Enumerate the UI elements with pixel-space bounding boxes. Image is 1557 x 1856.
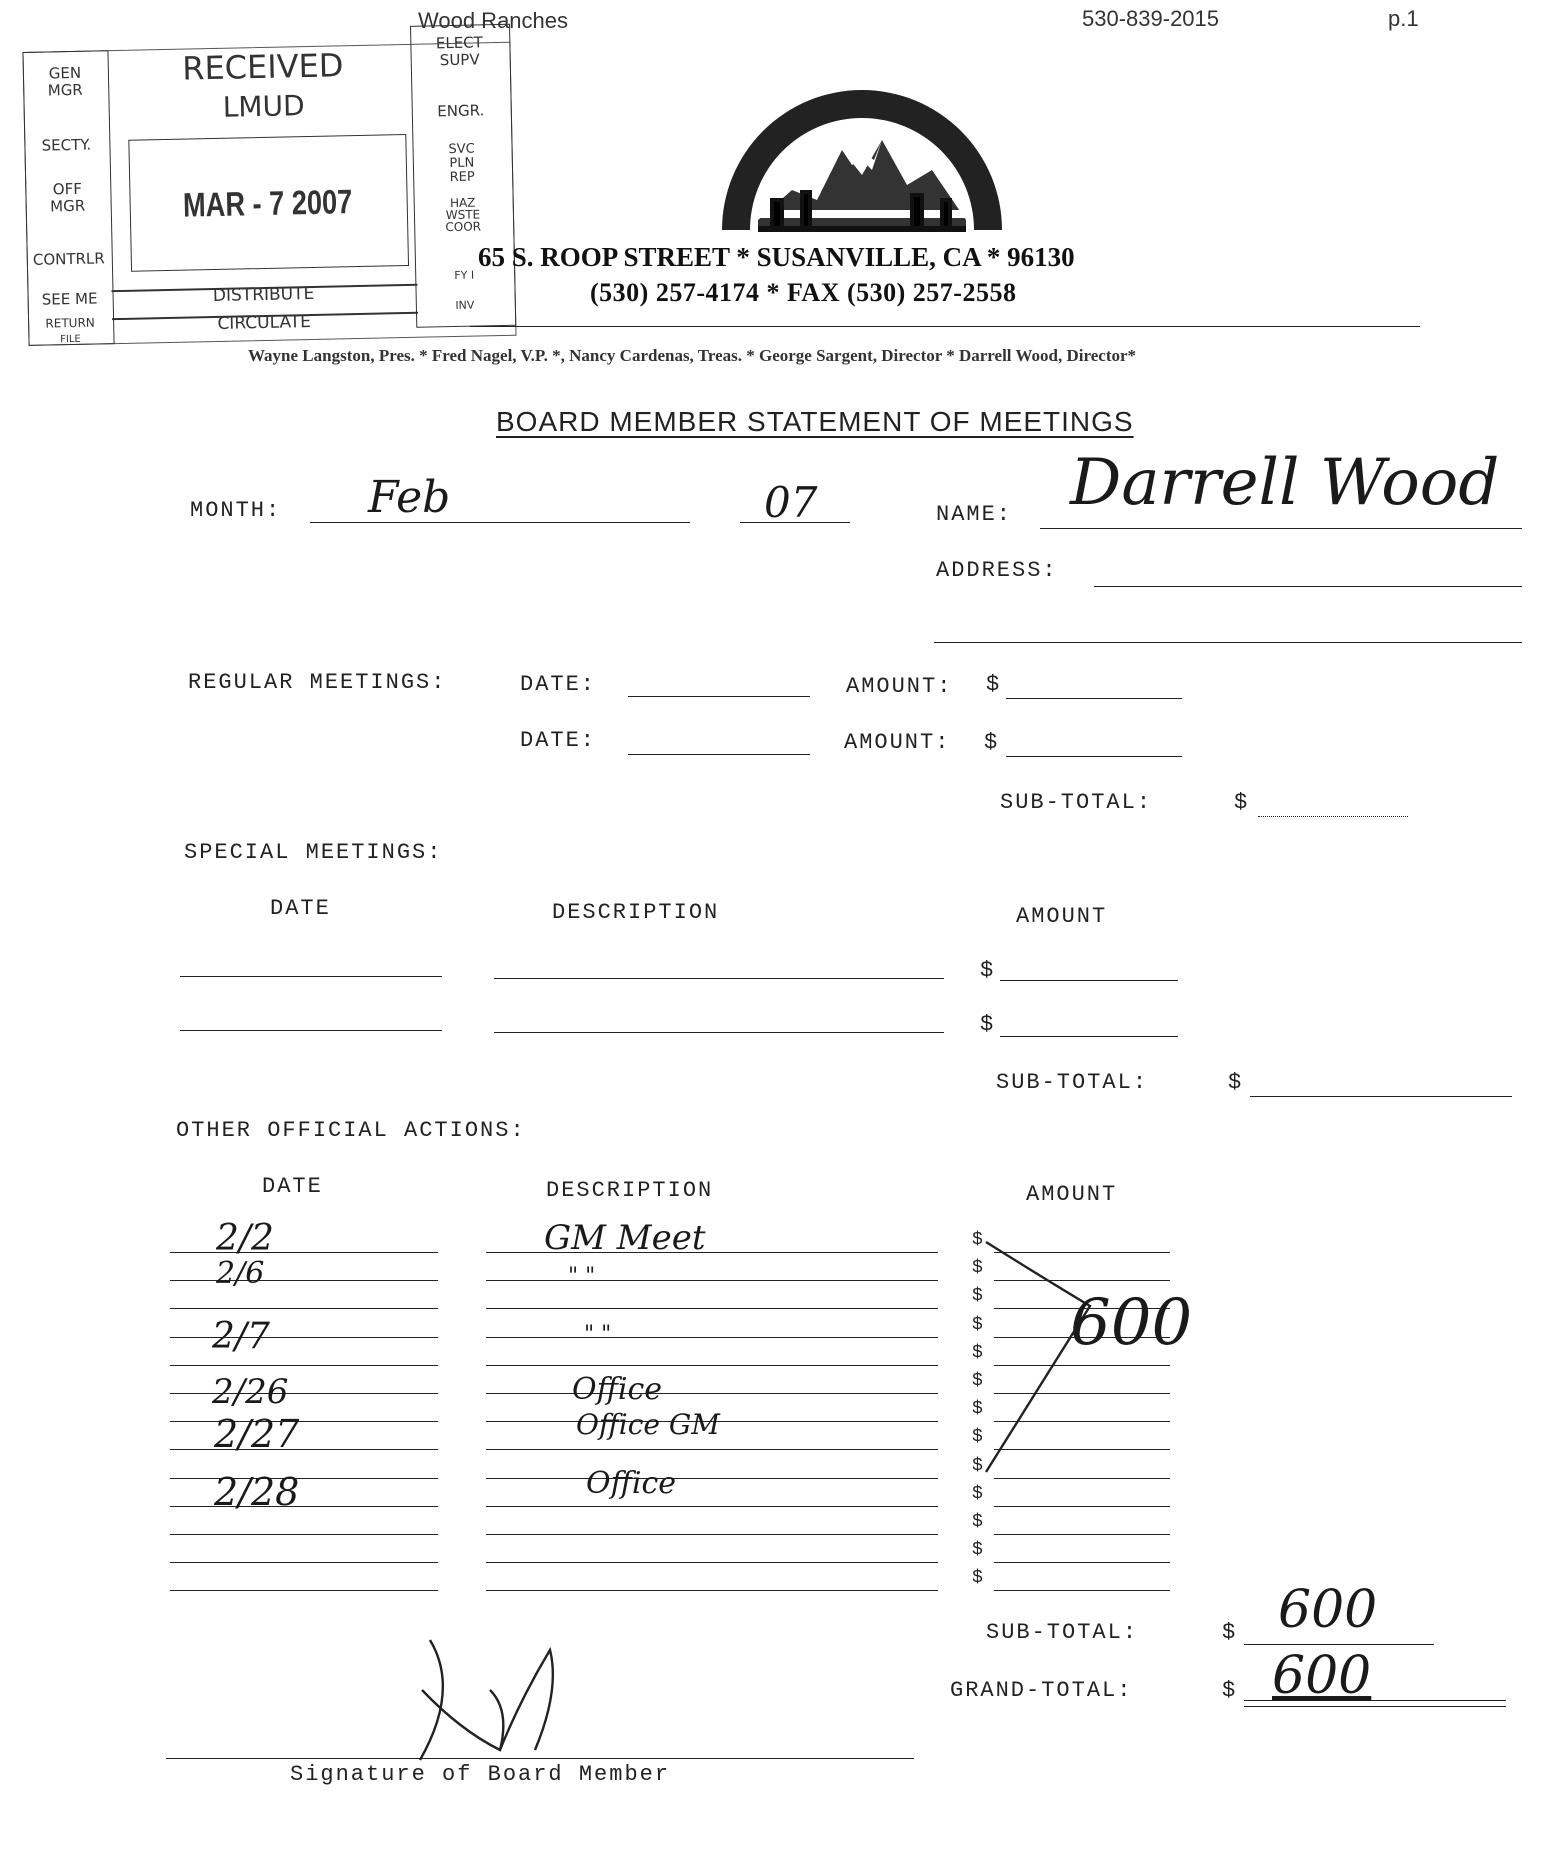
ruled-line bbox=[486, 1534, 938, 1535]
ruled-line bbox=[994, 1562, 1170, 1563]
ruled-line bbox=[170, 1280, 438, 1281]
regular-subtotal-dollar: $ bbox=[1234, 790, 1250, 815]
board-of-directors: Wayne Langston, Pres. * Fred Nagel, V.P. *, Nancy Cardenas, Treas. * George Sargent, Director * Darrell Wood, Director* bbox=[248, 346, 1137, 365]
regular-date-label-2: DATE: bbox=[520, 728, 597, 753]
ruled-line bbox=[486, 1393, 938, 1394]
stamp-date: MAR - 7 2007 bbox=[182, 183, 353, 225]
amount-dollar-sign: $ bbox=[972, 1371, 983, 1391]
year-value: 07 bbox=[764, 478, 818, 527]
received-stamp bbox=[22, 20, 519, 350]
stamp-cell: ELECT SUPV bbox=[435, 33, 484, 70]
ruled-line bbox=[994, 1590, 1170, 1591]
stamp-cell: ENGR. bbox=[437, 101, 485, 121]
stamp-distribute: DISTRIBUTE bbox=[212, 283, 315, 307]
name-label: NAME: bbox=[936, 502, 1013, 527]
ruled-line bbox=[994, 1506, 1170, 1507]
stamp-cell: FILE bbox=[60, 333, 81, 346]
signature-label: Signature of Board Member bbox=[290, 1762, 671, 1787]
action-date: 2/27 bbox=[214, 1412, 300, 1456]
action-description: Office bbox=[572, 1372, 662, 1407]
ruled-line bbox=[170, 1449, 438, 1450]
stamp-cell: GEN MGR bbox=[47, 63, 83, 100]
amount-dollar-sign: $ bbox=[972, 1512, 983, 1532]
stamp-cell: SVC PLN REP bbox=[448, 141, 475, 186]
grand-total-label: GRAND-TOTAL: bbox=[950, 1678, 1133, 1703]
amount-dollar-sign: $ bbox=[972, 1230, 983, 1250]
amount-dollar-sign: $ bbox=[972, 1343, 983, 1363]
ruled-line bbox=[170, 1534, 438, 1535]
ruled-line bbox=[486, 1478, 938, 1479]
action-date: 2/6 bbox=[216, 1256, 265, 1291]
action-description: GM Meet bbox=[544, 1218, 706, 1258]
fax-page: p.1 bbox=[1388, 6, 1419, 31]
stamp-cell: RETURN bbox=[45, 315, 95, 331]
regular-amount-label-1: AMOUNT: bbox=[846, 674, 953, 699]
ruled-line bbox=[486, 1280, 938, 1281]
ruled-line bbox=[170, 1421, 438, 1422]
grand-total-value: 600 bbox=[1272, 1646, 1372, 1706]
amount-dollar-sign: $ bbox=[972, 1540, 983, 1560]
month-label: MONTH: bbox=[190, 498, 282, 523]
special-col-date: DATE bbox=[270, 896, 331, 921]
ruled-line bbox=[486, 1449, 938, 1450]
special-dollar-1: $ bbox=[980, 958, 996, 983]
amount-dollar-sign: $ bbox=[972, 1484, 983, 1504]
action-description: Office bbox=[586, 1466, 676, 1501]
stamp-circulate: CIRCULATE bbox=[217, 312, 312, 334]
ruled-line bbox=[170, 1252, 438, 1253]
special-dollar-2: $ bbox=[980, 1012, 996, 1037]
regular-meetings-label: REGULAR MEETINGS: bbox=[188, 670, 447, 695]
other-col-description: DESCRIPTION bbox=[546, 1178, 714, 1203]
ruled-line bbox=[486, 1337, 938, 1338]
stamp-org-text: LMUD bbox=[222, 89, 305, 124]
action-date: 2/26 bbox=[212, 1372, 289, 1412]
special-col-description: DESCRIPTION bbox=[552, 900, 720, 925]
amount-dollar-sign: $ bbox=[972, 1427, 983, 1447]
ruled-line bbox=[486, 1365, 938, 1366]
action-date: 2/2 bbox=[216, 1218, 274, 1259]
ruled-line bbox=[170, 1506, 438, 1507]
stamp-cell: SEE ME bbox=[41, 289, 98, 309]
action-description: Office GM bbox=[576, 1408, 720, 1441]
stamp-cell: SECTY. bbox=[41, 135, 92, 155]
ruled-line bbox=[486, 1590, 938, 1591]
letterhead-phone-fax: (530) 257-4174 * FAX (530) 257-2558 bbox=[590, 278, 1017, 307]
subtotal-value: 600 bbox=[1278, 1580, 1378, 1640]
regular-amount-label-2: AMOUNT: bbox=[844, 730, 951, 755]
grand-total-dollar: $ bbox=[1222, 1678, 1238, 1703]
ruled-line bbox=[170, 1308, 438, 1309]
ruled-line bbox=[486, 1506, 938, 1507]
ruled-line bbox=[170, 1337, 438, 1338]
ruled-line bbox=[170, 1562, 438, 1563]
address-label: ADDRESS: bbox=[936, 558, 1058, 583]
other-col-amount: AMOUNT bbox=[1026, 1182, 1118, 1207]
amount-dollar-sign: $ bbox=[972, 1315, 983, 1335]
lmud-logo bbox=[712, 80, 1012, 240]
ruled-line bbox=[994, 1534, 1170, 1535]
amount-dollar-sign: $ bbox=[972, 1456, 983, 1476]
action-date: 2/7 bbox=[212, 1316, 270, 1357]
regular-dollar-1: $ bbox=[986, 672, 1002, 697]
special-col-amount: AMOUNT bbox=[1016, 904, 1108, 929]
action-date: 2/28 bbox=[214, 1470, 300, 1514]
ruled-line bbox=[170, 1478, 438, 1479]
amount-dollar-sign: $ bbox=[972, 1568, 983, 1588]
fax-sender: Wood Ranches bbox=[418, 8, 569, 33]
action-amount-total: 600 bbox=[1070, 1286, 1193, 1360]
stamp-cell: FY I bbox=[454, 268, 475, 282]
ruled-line bbox=[170, 1590, 438, 1591]
ruled-line bbox=[994, 1478, 1170, 1479]
action-description: " " bbox=[568, 1264, 596, 1289]
other-subtotal-label: SUB-TOTAL: bbox=[986, 1620, 1139, 1645]
regular-date-label-1: DATE: bbox=[520, 672, 597, 697]
stamp-received-text: RECEIVED bbox=[181, 46, 344, 88]
regular-subtotal-label: SUB-TOTAL: bbox=[1000, 790, 1153, 815]
board-member-signature bbox=[350, 1630, 610, 1770]
special-meetings-label: SPECIAL MEETINGS: bbox=[184, 840, 443, 865]
other-subtotal-dollar: $ bbox=[1222, 1620, 1238, 1645]
form-title: BOARD MEMBER STATEMENT OF MEETINGS bbox=[496, 406, 1134, 437]
name-value-signature: Darrell Wood bbox=[1070, 446, 1500, 520]
stamp-cell: OFF MGR bbox=[50, 179, 86, 216]
stamp-cell: INV bbox=[455, 298, 475, 312]
action-description: " " bbox=[584, 1322, 612, 1347]
regular-dollar-2: $ bbox=[984, 730, 1000, 755]
ruled-line bbox=[486, 1308, 938, 1309]
fax-phone: 530-839-2015 bbox=[1082, 6, 1220, 31]
amount-dollar-sign: $ bbox=[972, 1286, 983, 1306]
amount-dollar-sign: $ bbox=[972, 1399, 983, 1419]
month-value: Feb bbox=[368, 472, 451, 523]
stamp-cell: HAZ WSTE COOR bbox=[445, 195, 482, 235]
stamp-cell: CONTRLR bbox=[32, 249, 105, 269]
ruled-line bbox=[170, 1365, 438, 1366]
ruled-line bbox=[170, 1393, 438, 1394]
amount-dollar-sign: $ bbox=[972, 1258, 983, 1278]
special-subtotal-dollar: $ bbox=[1228, 1070, 1244, 1095]
ruled-line bbox=[486, 1562, 938, 1563]
other-col-date: DATE bbox=[262, 1174, 323, 1199]
other-actions-label: OTHER OFFICIAL ACTIONS: bbox=[176, 1118, 526, 1143]
special-subtotal-label: SUB-TOTAL: bbox=[996, 1070, 1149, 1095]
letterhead-address: 65 S. ROOP STREET * SUSANVILLE, CA * 96130 bbox=[478, 242, 1075, 272]
